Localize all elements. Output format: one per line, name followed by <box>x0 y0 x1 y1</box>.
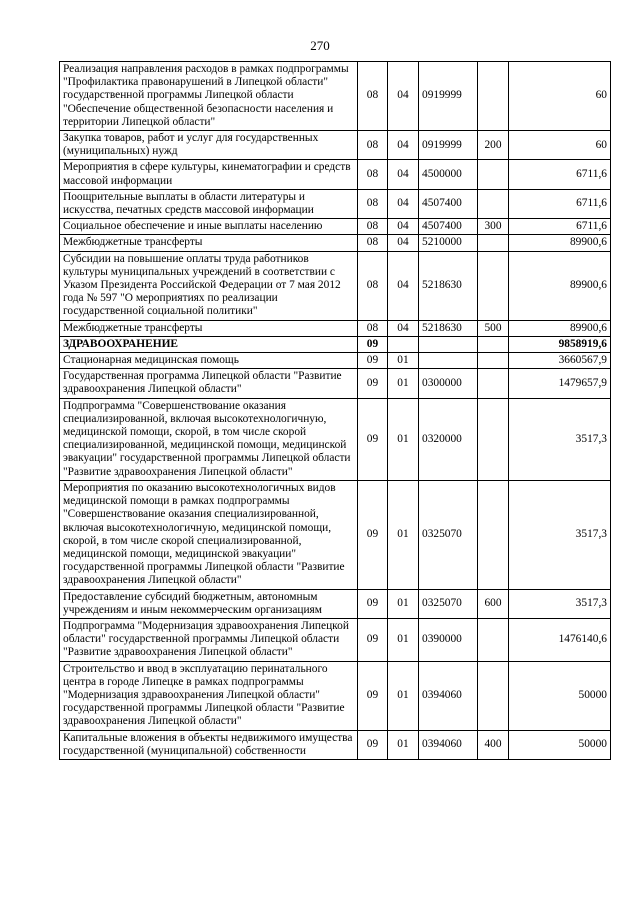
budget-table <box>59 61 611 760</box>
budget-table-body <box>60 62 611 760</box>
row-name: Подпрограмма "Модернизация здравоохранения Липецкой области" государственной программы Липецкой области "Развитие здравоохранения Липецкой области" <box>60 618 358 661</box>
row-name: Стационарная медицинская помощь <box>60 353 358 369</box>
row-name: Строительство и ввод в эксплуатацию перинатального центра в городе Липецке в рамках подпрограммы "Модернизация здравоохранения Липецкой области" государственной программы Липецкой области "Развитие здравоохранения Липецкой области" <box>60 661 358 730</box>
row-subsection-code <box>388 336 419 352</box>
row-target-code: 5218630 <box>419 320 478 336</box>
row-expense-type-code <box>478 62 509 131</box>
row-subsection-code: 04 <box>388 160 419 189</box>
row-amount: 89900,6 <box>509 235 611 251</box>
row-name: Реализация направления расходов в рамках подпрограммы "Профилактика правонарушений в Липецкой области" государственной программы Липецкой области "Обеспечение общественной безопасности населения и территории Липецкой области" <box>60 62 358 131</box>
row-section-code: 09 <box>358 398 388 480</box>
table-row <box>60 62 611 131</box>
table-row <box>60 353 611 369</box>
row-expense-type-code <box>478 189 509 218</box>
row-target-code: 5210000 <box>419 235 478 251</box>
row-target-code: 0394060 <box>419 730 478 759</box>
row-name: Межбюджетные трансферты <box>60 235 358 251</box>
row-target-code: 4507400 <box>419 219 478 235</box>
row-section-code: 09 <box>358 661 388 730</box>
row-amount: 1476140,6 <box>509 618 611 661</box>
row-amount: 9858919,6 <box>509 336 611 352</box>
row-section-code: 09 <box>358 589 388 618</box>
row-amount: 50000 <box>509 661 611 730</box>
row-expense-type-code: 400 <box>478 730 509 759</box>
row-expense-type-code <box>478 353 509 369</box>
row-section-code: 09 <box>358 730 388 759</box>
table-row <box>60 131 611 160</box>
row-target-code: 0325070 <box>419 480 478 589</box>
row-target-code: 0320000 <box>419 398 478 480</box>
row-amount: 60 <box>509 62 611 131</box>
row-name: Мероприятия в сфере культуры, кинематографии и средств массовой информации <box>60 160 358 189</box>
row-subsection-code: 01 <box>388 369 419 398</box>
row-section-code: 08 <box>358 251 388 320</box>
row-amount: 89900,6 <box>509 251 611 320</box>
table-row <box>60 589 611 618</box>
row-subsection-code: 04 <box>388 131 419 160</box>
row-subsection-code: 01 <box>388 589 419 618</box>
row-target-code: 5218630 <box>419 251 478 320</box>
table-row <box>60 160 611 189</box>
row-name: Мероприятия по оказанию высокотехнологичных видов медицинской помощи в рамках подпрограммы "Совершенствование оказания специализированной, включая высокотехнологичную, медицинской помощи, скорой, в том числе скорой специализированной, медицинской помощи, медицинской эвакуации" государственной программы Липецкой области "Развитие здравоохранения Липецкой области" <box>60 480 358 589</box>
row-expense-type-code: 500 <box>478 320 509 336</box>
row-subsection-code: 01 <box>388 398 419 480</box>
row-subsection-code: 04 <box>388 62 419 131</box>
table-row <box>60 730 611 759</box>
row-section-code: 08 <box>358 219 388 235</box>
row-subsection-code: 04 <box>388 320 419 336</box>
row-target-code <box>419 336 478 352</box>
row-amount: 6711,6 <box>509 189 611 218</box>
row-name: Государственная программа Липецкой области "Развитие здравоохранения Липецкой области" <box>60 369 358 398</box>
row-expense-type-code <box>478 160 509 189</box>
row-subsection-code: 01 <box>388 480 419 589</box>
row-subsection-code: 04 <box>388 189 419 218</box>
row-target-code: 0390000 <box>419 618 478 661</box>
row-subsection-code: 04 <box>388 251 419 320</box>
row-target-code: 0919999 <box>419 62 478 131</box>
row-section-code: 08 <box>358 160 388 189</box>
row-target-code: 0394060 <box>419 661 478 730</box>
row-expense-type-code <box>478 369 509 398</box>
row-section-code: 09 <box>358 618 388 661</box>
row-target-code: 0300000 <box>419 369 478 398</box>
row-expense-type-code <box>478 235 509 251</box>
row-amount: 3517,3 <box>509 398 611 480</box>
row-section-code: 08 <box>358 189 388 218</box>
row-section-code: 08 <box>358 62 388 131</box>
row-expense-type-code <box>478 336 509 352</box>
row-subsection-code: 04 <box>388 235 419 251</box>
row-expense-type-code: 600 <box>478 589 509 618</box>
row-target-code: 0919999 <box>419 131 478 160</box>
row-section-code: 09 <box>358 369 388 398</box>
row-subsection-code: 04 <box>388 219 419 235</box>
table-row <box>60 251 611 320</box>
table-row <box>60 189 611 218</box>
row-subsection-code: 01 <box>388 353 419 369</box>
table-row <box>60 336 611 352</box>
row-subsection-code: 01 <box>388 730 419 759</box>
row-expense-type-code <box>478 251 509 320</box>
row-expense-type-code: 200 <box>478 131 509 160</box>
page-number: 270 <box>310 38 330 53</box>
row-section-code: 08 <box>358 235 388 251</box>
row-name: Поощрительные выплаты в области литературы и искусства, печатных средств массовой информации <box>60 189 358 218</box>
table-row <box>60 661 611 730</box>
row-section-code: 09 <box>358 336 388 352</box>
row-amount: 1479657,9 <box>509 369 611 398</box>
row-target-code: 4507400 <box>419 189 478 218</box>
row-name: ЗДРАВООХРАНЕНИЕ <box>60 336 358 352</box>
table-row <box>60 235 611 251</box>
row-amount: 50000 <box>509 730 611 759</box>
row-subsection-code: 01 <box>388 661 419 730</box>
table-row <box>60 219 611 235</box>
row-target-code <box>419 353 478 369</box>
table-row <box>60 480 611 589</box>
row-section-code: 08 <box>358 320 388 336</box>
row-amount: 6711,6 <box>509 160 611 189</box>
row-amount: 3660567,9 <box>509 353 611 369</box>
row-amount: 6711,6 <box>509 219 611 235</box>
row-name: Капитальные вложения в объекты недвижимого имущества государственной (муниципальной) собственности <box>60 730 358 759</box>
row-name: Закупка товаров, работ и услуг для государственных (муниципальных) нужд <box>60 131 358 160</box>
row-name: Предоставление субсидий бюджетным, автономным учреждениям и иным некоммерческим организациям <box>60 589 358 618</box>
table-row <box>60 618 611 661</box>
row-amount: 3517,3 <box>509 480 611 589</box>
row-expense-type-code: 300 <box>478 219 509 235</box>
row-expense-type-code <box>478 398 509 480</box>
table-row <box>60 398 611 480</box>
row-section-code: 09 <box>358 480 388 589</box>
row-amount: 89900,6 <box>509 320 611 336</box>
row-amount: 60 <box>509 131 611 160</box>
table-row <box>60 369 611 398</box>
row-amount: 3517,3 <box>509 589 611 618</box>
row-section-code: 09 <box>358 353 388 369</box>
row-expense-type-code <box>478 480 509 589</box>
row-name: Субсидии на повышение оплаты труда работников культуры муниципальных учреждений в соответствии с Указом Президента Российской Федерации от 7 мая 2012 года № 597 "О мероприятиях по реализации государственной социальной политики" <box>60 251 358 320</box>
row-expense-type-code <box>478 618 509 661</box>
row-target-code: 0325070 <box>419 589 478 618</box>
table-row <box>60 320 611 336</box>
row-expense-type-code <box>478 661 509 730</box>
row-target-code: 4500000 <box>419 160 478 189</box>
row-name: Подпрограмма "Совершенствование оказания специализированной, включая высокотехнологичную, медицинской помощи, скорой, в том числе скорой специализированной, медицинской помощи, медицинской эвакуации" государственной программы Липецкой области "Развитие здравоохранения Липецкой области" <box>60 398 358 480</box>
row-section-code: 08 <box>358 131 388 160</box>
row-subsection-code: 01 <box>388 618 419 661</box>
row-name: Межбюджетные трансферты <box>60 320 358 336</box>
row-name: Социальное обеспечение и иные выплаты населению <box>60 219 358 235</box>
